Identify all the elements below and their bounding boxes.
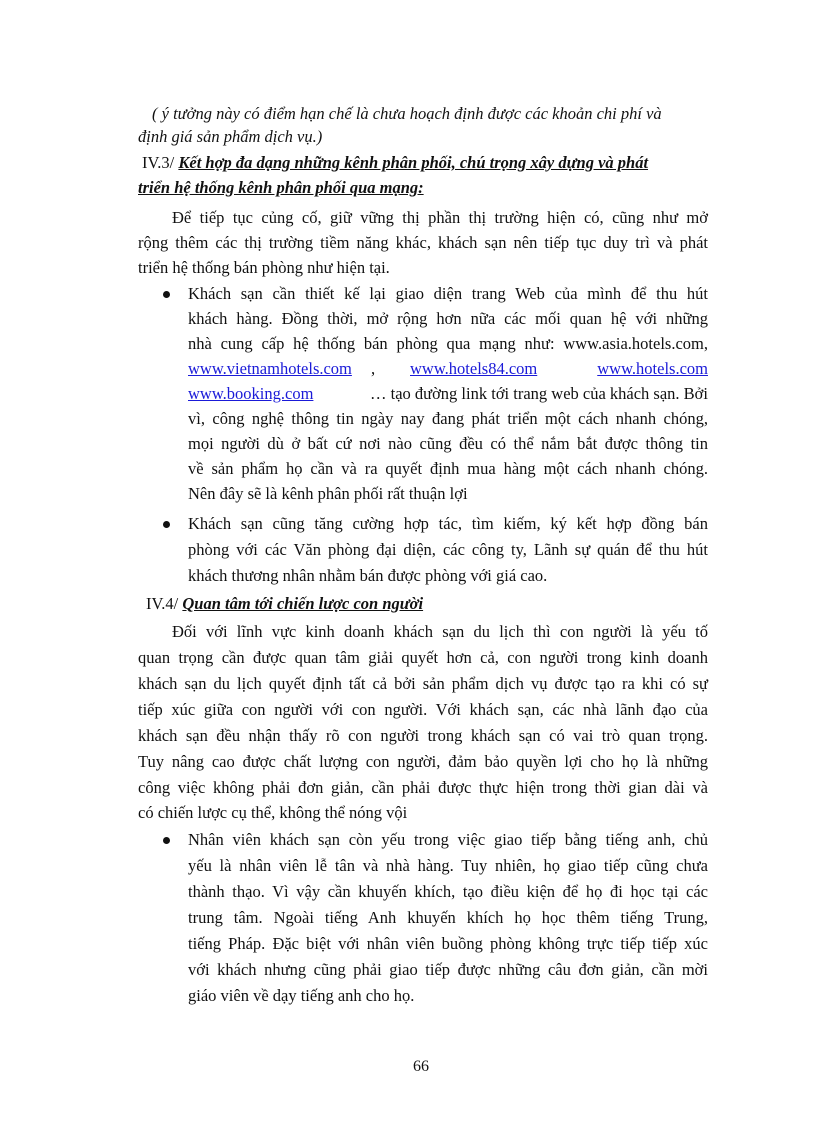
bullet2-line-3: khách thương nhân nhằm bán được phòng với giá cao.: [188, 566, 548, 585]
booking-tail-text: … tạo đường link tới trang web của khách sạn. Bởi: [369, 384, 708, 403]
bullet-dot: [163, 291, 170, 298]
section-iv3-para-line-2: rộng thêm các thị trường tiềm năng khác, khách sạn nên tiếp tục duy trì và phát: [138, 233, 708, 252]
iv4-bullet-line-5: tiếng Pháp. Đặc biệt với nhân viên buồng phòng không trực tiếp tiếp xúc: [188, 934, 708, 953]
iv4-bullet-line-4: trung tâm. Ngoài tiếng Anh khuyến khích họ học thêm tiếng Trung,: [188, 908, 708, 927]
note-line-1: ( ý tưởng này có điểm hạn chế là chưa hoạch định được các khoản chi phí và: [152, 104, 662, 123]
section-iv3-number: IV.3/: [142, 153, 175, 172]
bullet-dot: [163, 837, 170, 844]
section-iv4-para-line-7: công việc không phải đơn giản, cần phải được thực hiện trong thời gian dài và: [138, 778, 708, 797]
bullet1-line-7: mọi người dù ở bất cứ nơi nào cũng đều có thể nắm bắt được thông tin: [188, 434, 708, 453]
link-booking[interactable]: www.booking.com: [188, 384, 314, 403]
iv4-bullet-line-7: giáo viên về dạy tiếng anh cho họ.: [188, 986, 415, 1005]
iv4-bullet-line-6: với khách nhưng cũng phải giao tiếp được những câu đơn giản, cần mời: [188, 960, 708, 979]
section-iv4-para-line-5: khách sạn đều nhận thấy rõ con người trong khách sạn có vai trò quan trọng.: [138, 726, 708, 745]
bullet1-line-2: khách hàng. Đồng thời, mở rộng hơn nữa các mối quan hệ với những: [188, 309, 708, 328]
link-hotels84[interactable]: www.hotels84.com: [410, 359, 538, 378]
section-iv3-para-line-3: triển hệ thống bán phòng như hiện tại.: [138, 258, 390, 277]
link-separator-comma: ,: [371, 359, 376, 378]
bullet2-line-2: phòng với các Văn phòng đại diện, các công ty, Lãnh sự quán để thu hút: [188, 540, 708, 559]
section-iv3-title-line1: Kết hợp đa dạng những kênh phân phối, chú trọng xây dựng và phát: [178, 153, 649, 172]
section-iv4-para-line-3: khách sạn du lịch quyết định tất cả bởi sản phẩm dịch vụ được tạo ra khi có sự: [138, 674, 708, 693]
bullet1-line-6: vì, công nghệ thông tin ngày nay đang phát triển một cách nhanh chóng,: [188, 409, 708, 428]
note-line-2: định giá sản phẩm dịch vụ.): [138, 127, 323, 146]
section-iv3-title-line2: triển hệ thống kênh phân phối qua mạng:: [138, 178, 424, 197]
link-hotels[interactable]: www.hotels.com: [597, 359, 708, 378]
bullet1-line-8: về sản phẩm họ cần và ra quyết định mua hàng một cách nhanh chóng.: [188, 459, 708, 478]
section-iv4-para-line-8: có chiến lược cụ thể, không thể nóng vội: [138, 803, 408, 822]
page-number: 66: [413, 1058, 429, 1075]
bullet-dot: [163, 521, 170, 528]
iv4-bullet-line-3: thành thạo. Vì vậy cần khuyến khích, tạo điều kiện để họ đi học tại các: [188, 882, 708, 901]
section-iv4-title: Quan tâm tới chiến lược con người: [182, 594, 424, 613]
bullet1-line-9: Nên đây sẽ là kênh phân phối rất thuận lợi: [188, 484, 468, 503]
bullet1-booking-line: [188, 384, 708, 404]
iv4-bullet-line-2: yếu là nhân viên lễ tân và nhà hàng. Tuy nhiên, họ giao tiếp cũng chưa: [188, 856, 708, 875]
section-iv4-para-line-4: tiếp xúc giữa con người với con người. Với khách sạn, các nhà lãnh đạo của: [138, 700, 708, 719]
iv4-bullet-line-1: Nhân viên khách sạn còn yếu trong việc giao tiếp bằng tiếng anh, chủ: [188, 830, 708, 849]
section-iv4-para-line-6: Tuy nâng cao được chất lượng con người, đảm bảo quyền lợi cho họ là những: [138, 752, 708, 771]
section-iv4-heading: [146, 594, 423, 614]
section-iv4-number: IV.4/: [146, 594, 179, 613]
section-iv4-para-line-2: quan trọng cần được quan tâm giải quyết hơn cả, con người trong kinh doanh: [138, 648, 708, 667]
section-iv3-heading: [142, 153, 712, 173]
section-iv4-para-line-1: Đối với lĩnh vực kinh doanh khách sạn du lịch thì con người là yếu tố: [172, 622, 708, 641]
bullet1-line-1: Khách sạn cần thiết kế lại giao diện trang Web của mình để thu hút: [188, 284, 708, 303]
link-vietnamhotels[interactable]: www.vietnamhotels.com: [188, 359, 352, 378]
bullet2-line-1: Khách sạn cũng tăng cường hợp tác, tìm kiếm, ký kết hợp đồng bán: [188, 514, 708, 533]
bullet1-line-3: nhà cung cấp hệ thống bán phòng qua mạng như: www.asia.hotels.com,: [188, 334, 708, 353]
section-iv3-para-line-1: Để tiếp tục củng cố, giữ vững thị phần thị trường hiện có, cũng như mở: [172, 208, 708, 227]
